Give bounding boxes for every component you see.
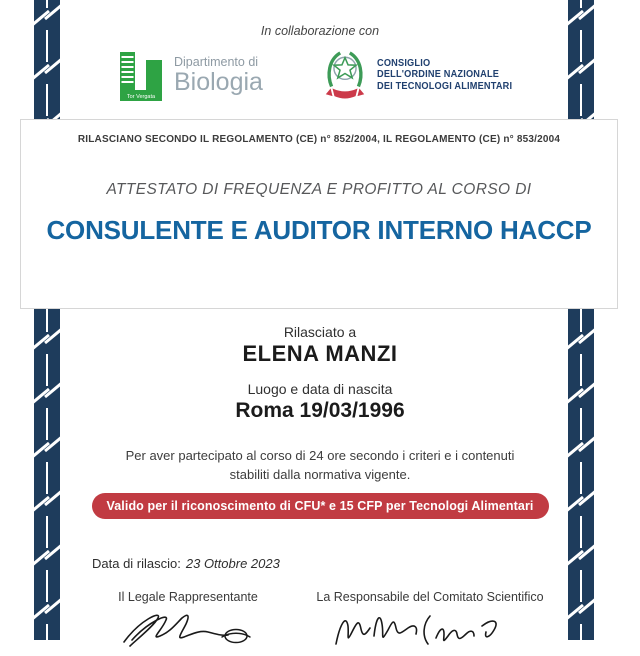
title-box: [20, 119, 618, 309]
consiglio-logo: [321, 46, 524, 104]
course-title: CONSULENTE E AUDITOR INTERNO HACCP: [46, 215, 592, 245]
collaboration-line: In collaborazione con: [260, 24, 380, 38]
consiglio-logo-text: [377, 58, 512, 93]
italy-emblem-icon: [321, 46, 369, 104]
tor-vergata-logo-icon: [116, 46, 166, 104]
logo-row: [0, 46, 640, 104]
signature-right: [330, 604, 510, 654]
legal-representative-label: Il Legale Rappresentante: [118, 590, 258, 604]
consiglio-line2: DELL'ORDINE NAZIONALE: [376, 69, 500, 81]
participation-line-1: Per aver partecipato al corso di 24 ore secondo i criteri e i contenuti: [125, 448, 515, 463]
biologia-logo-text: [174, 55, 263, 95]
birth-value: Roma 19/03/1996: [235, 399, 405, 422]
issue-date-value: 23 Ottobre 2023: [185, 556, 280, 571]
validity-badge: Valido per il riconoscimento di CFU* e 15 CFP per Tecnologi Alimentari: [92, 493, 549, 519]
recipient-name: ELENA MANZI: [242, 341, 398, 366]
tor-vergata-label: Tor Vergata: [126, 94, 156, 100]
biologia-dept-line: Dipartimento di: [174, 55, 259, 69]
consiglio-line3: DEI TECNOLOGI ALIMENTARI: [376, 80, 513, 92]
birth-label: Luogo e data di nascita: [247, 381, 393, 397]
consiglio-line1: CONSIGLIO: [376, 57, 431, 69]
signature-left: [118, 606, 268, 656]
biologia-name-line: Biologia: [174, 68, 263, 96]
regulation-line: RILASCIANO SECONDO IL REGOLAMENTO (CE) n° 852/2004, IL REGOLAMENTO (CE) n° 853/2004: [77, 134, 561, 145]
validity-badge-wrap: [0, 493, 640, 519]
issued-to-label: Rilasciato a: [283, 324, 357, 340]
attestato-subtitle: ATTESTATO DI FREQUENZA E PROFITTO AL CORSO DI: [106, 181, 532, 198]
scientific-committee-label: La Responsabile del Comitato Scientifico: [316, 590, 544, 604]
issue-date-label: Data di rilascio:: [92, 556, 181, 571]
participation-line-2: stabiliti dalla normativa vigente.: [229, 467, 411, 482]
biologia-logo: [116, 46, 263, 104]
issue-date-line: [92, 556, 280, 571]
